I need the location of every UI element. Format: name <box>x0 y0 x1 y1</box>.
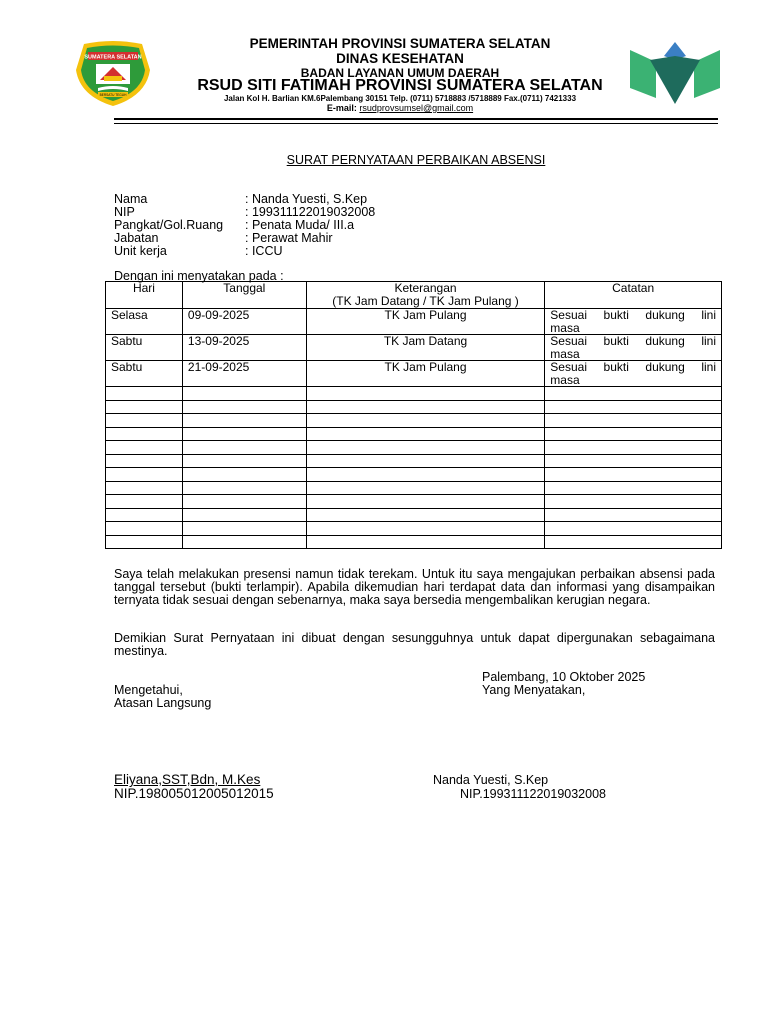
identity-label: Unit kerja <box>114 244 167 258</box>
header-rule-thin <box>114 123 718 124</box>
identity-label: Jabatan <box>114 231 159 245</box>
table-row <box>106 335 722 361</box>
email-label: E-mail: <box>326 103 357 113</box>
cell-tanggal: 13-09-2025 <box>182 335 306 361</box>
header-rule-thick <box>114 118 718 120</box>
header-government: PEMERINTAH PROVINSI SUMATERA SELATAN <box>249 36 551 51</box>
catatan-line2: masa <box>550 372 580 387</box>
catatan-line2: masa <box>550 320 580 335</box>
declarant-label: Yang Menyatakan, <box>482 683 586 697</box>
table-row-empty <box>106 468 722 482</box>
identity-block <box>114 193 375 258</box>
supervisor-label: Atasan Langsung <box>114 696 212 710</box>
table-row-empty <box>106 495 722 509</box>
catatan-line1: Sesuai bukti dukung lini <box>550 334 716 348</box>
catatan-line1: Sesuai bukti dukung lini <box>550 360 716 374</box>
catatan-line2: masa <box>550 346 580 361</box>
header-department: DINAS KESEHATAN <box>336 51 464 66</box>
identity-value: : ICCU <box>245 244 283 258</box>
declarant-nip: NIP.199311122019032008 <box>460 787 606 801</box>
intro-text: Dengan ini menyatakan pada : <box>114 269 284 283</box>
cell-catatan <box>545 309 722 335</box>
cell-tanggal: 09-09-2025 <box>182 309 306 335</box>
table-row <box>106 309 722 335</box>
acknowledged-label: Mengetahui, <box>114 683 183 697</box>
table-row-empty <box>106 441 722 455</box>
attendance-table <box>105 281 722 549</box>
table-row <box>106 361 722 387</box>
cell-keterangan: TK Jam Pulang <box>306 361 545 387</box>
header-tanggal: Tanggal <box>182 282 306 309</box>
identity-label: Pangkat/Gol.Ruang <box>114 218 224 232</box>
cell-catatan <box>545 335 722 361</box>
closing-paragraph: Demikian Surat Pernyataan ini dibuat dengan sesungguhnya untuk dapat dipergunakan sebagaimana mestinya. <box>114 631 715 658</box>
header-hospital-name: RSUD SITI FATIMAH PROVINSI SUMATERA SELATAN <box>197 77 603 94</box>
cell-hari: Sabtu <box>106 335 183 361</box>
document-title: SURAT PERNYATAAN PERBAIKAN ABSENSI <box>286 153 546 167</box>
header-email <box>170 103 630 113</box>
table-row-empty <box>106 427 722 441</box>
identity-row <box>114 245 375 258</box>
identity-label: NIP <box>114 205 135 219</box>
catatan-line1: Sesuai bukti dukung lini <box>550 308 716 322</box>
identity-label: Nama <box>114 192 148 206</box>
identity-value: : Perawat Mahir <box>245 231 333 245</box>
header-keterangan-sub: (TK Jam Datang / TK Jam Pulang ) <box>332 294 519 308</box>
cell-hari: Selasa <box>106 309 183 335</box>
statement-paragraph: Saya telah melakukan presensi namun tidak terekam. Untuk itu saya mengajukan perbaikan absensi pada tanggal tersebut (bukti terlampir). Apabila dikemudian hari terdapat data dan informasi yang disampaikan ternyata tidak sesuai dengan sebenarnya, maka saya bersedia mengembalikan kerugian negara. <box>114 567 715 607</box>
table-header-row <box>106 282 722 309</box>
svg-text:SUMATERA SELATAN: SUMATERA SELATAN <box>84 54 142 61</box>
svg-text:BERSATU TEGUH: BERSATU TEGUH <box>99 93 127 97</box>
declarant-name: Nanda Yuesti, S.Kep <box>433 773 549 787</box>
cell-tanggal: 21-09-2025 <box>182 361 306 387</box>
cell-keterangan: TK Jam Datang <box>306 335 545 361</box>
table-row-empty <box>106 535 722 549</box>
header-hari: Hari <box>106 282 183 309</box>
cell-keterangan: TK Jam Pulang <box>306 309 545 335</box>
cell-hari: Sabtu <box>106 361 183 387</box>
table-row-empty <box>106 387 722 401</box>
header-keterangan <box>306 282 545 309</box>
province-emblem-logo <box>74 40 152 108</box>
table-row-empty <box>106 454 722 468</box>
identity-value: : 199311122019032008 <box>245 205 376 219</box>
cell-catatan <box>545 361 722 387</box>
header-agency: BADAN LAYANAN UMUM DAERAH <box>300 66 500 80</box>
supervisor-nip: NIP.198005012005012015 <box>114 786 274 801</box>
email-link[interactable]: rsudprovsumsel@gmail.com <box>359 103 474 113</box>
table-row-empty <box>106 522 722 536</box>
identity-value: : Penata Muda/ III.a <box>245 218 355 232</box>
place-date: Palembang, 10 Oktober 2025 <box>482 670 646 684</box>
header-address: Jalan Kol H. Barlian KM.6Palembang 30151 Telp. (0711) 5718883 /5718889 Fax.(0711) 7421333 <box>223 94 577 103</box>
identity-value: : Nanda Yuesti, S.Kep <box>245 192 368 206</box>
header-catatan: Catatan <box>545 282 722 309</box>
table-row-empty <box>106 508 722 522</box>
table-row-empty <box>106 400 722 414</box>
header-keterangan-title: Keterangan <box>394 281 457 295</box>
table-row-empty <box>106 414 722 428</box>
supervisor-name: Eliyana,SST,Bdn, M.Kes <box>114 772 261 787</box>
table-row-empty <box>106 481 722 495</box>
